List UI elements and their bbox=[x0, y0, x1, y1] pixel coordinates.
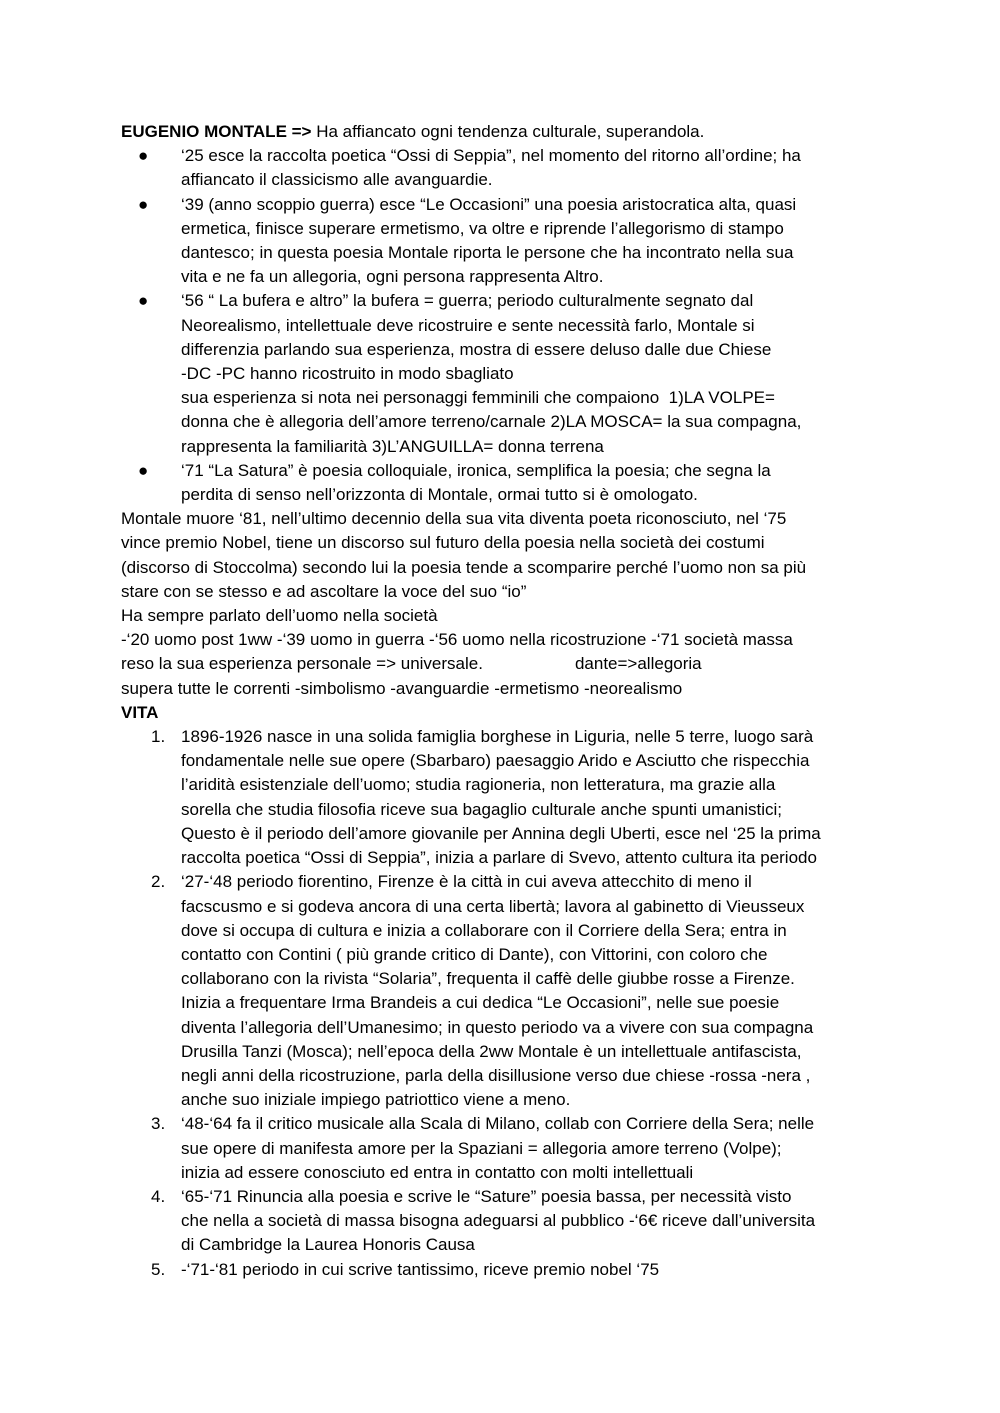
vita-line: Drusilla Tanzi (Mosca); nell’epoca della 2ww Montale è un intellettuale antifascista, bbox=[181, 1041, 802, 1061]
paragraph-line: stare con se stesso e ad ascoltare la voce del suo “io” bbox=[121, 581, 527, 601]
paragraph-line: -‘20 uomo post 1ww -‘39 uomo in guerra -‘56 uomo nella ricostruzione -‘71 società massa bbox=[121, 630, 793, 650]
bullet-item-ossi bbox=[121, 144, 901, 192]
vita-line: -‘71-‘81 periodo in cui scrive tantissimo, riceve premio nobel ‘75 bbox=[181, 1259, 660, 1279]
list-number: 5. bbox=[151, 1259, 166, 1279]
bullet-item-occasioni bbox=[121, 193, 901, 290]
document-page bbox=[121, 120, 901, 1282]
bullet-line: rappresenta la familiarità 3)L’ANGUILLA= donna terrena bbox=[181, 436, 604, 456]
bullet-line: perdita di senso nell’orizzonta di Montale, ormai tutto si è omologato. bbox=[181, 485, 698, 505]
vita-line: inizia ad essere conosciuto ed entra in contatto con molti intellettuali bbox=[181, 1162, 694, 1182]
vita-line: fondamentale nelle sue opere (Sbarbaro) paesaggio Arido e Asciutto che rispecchia bbox=[181, 751, 810, 771]
bullet-line: differenzia parlando sua esperienza, mostra di essere deluso dalle due Chiese bbox=[181, 339, 772, 359]
bullet-item-bufera bbox=[121, 289, 901, 458]
list-number: 1. bbox=[151, 727, 166, 747]
vita-line: di Cambridge la Laurea Honoris Causa bbox=[181, 1235, 475, 1255]
vita-line: anche suo iniziale impiego patriottico viene a meno. bbox=[181, 1090, 571, 1110]
vita-numbered-list bbox=[121, 725, 901, 1282]
vita-line: ‘65-‘71 Rinuncia alla poesia e scrive le “Sature” poesia bassa, per necessità visto bbox=[181, 1186, 792, 1206]
bullet-line: ‘25 esce la raccolta poetica “Ossi di Seppia”, nel momento del ritorno all’ordine; ha bbox=[181, 146, 801, 166]
paragraph-line: vince premio Nobel, tiene un discorso sul futuro della poesia nella società dei costumi bbox=[121, 533, 765, 553]
heading-name: EUGENIO MONTALE => bbox=[121, 122, 312, 141]
vita-item-1 bbox=[121, 725, 901, 870]
bullet-line: ‘56 “ La bufera e altro” la bufera = guerra; periodo culturalmente segnato dal bbox=[181, 291, 754, 311]
universal-right: dante=>allegoria bbox=[574, 654, 702, 674]
bullet-line: affiancato il classicismo alle avanguardie. bbox=[181, 170, 493, 190]
vita-line: 1896-1926 nasce in una solida famiglia borghese in Liguria, nelle 5 terre, luogo sarà bbox=[181, 727, 814, 747]
bullet-line: ermetica, finisce superare ermetismo, va oltre e riprende l’allegorismo di stampo bbox=[181, 218, 784, 238]
heading-line bbox=[121, 120, 901, 144]
bullet-line: Neorealismo, intellettuale deve ricostruire e sente necessità farlo, Montale si bbox=[181, 315, 755, 335]
bullet-line: dantesco; in questa poesia Montale riporta le persone che ha incontrato nella sua bbox=[181, 243, 794, 263]
bullet-line: vita e ne fa un allegoria, ogni persona rappresenta Altro. bbox=[181, 267, 604, 287]
vita-title: VITA bbox=[121, 702, 159, 722]
bullet-marker: ● bbox=[138, 146, 149, 166]
bullet-line: donna che è allegoria dell’amore terreno/carnale 2)LA MOSCA= la sua compagna, bbox=[181, 412, 802, 432]
vita-line: contatto con Contini ( più grande critico di Dante), con Vittorini, con coloro che bbox=[181, 944, 768, 964]
vita-line: facscusmo e si godeva ancora di una certa libertà; lavora al gabinetto di Vieusseux bbox=[181, 896, 805, 916]
vita-line: Questo è il periodo dell’amore giovanile per Annina degli Uberti, esce nel ‘25 la prima bbox=[181, 823, 821, 843]
vita-line: Inizia a frequentare Irma Brandeis a cui dedica “Le Occasioni”, nelle sue poesie bbox=[181, 993, 780, 1013]
vita-line: che nella a società di massa bisogna adeguarsi al pubblico -‘6€ riceve dall’universita bbox=[181, 1211, 816, 1231]
universal-left: reso la sua esperienza personale => universale. bbox=[121, 654, 483, 674]
bullet-line: -DC -PC hanno ricostruito in modo sbagliato bbox=[181, 364, 514, 384]
heading-rest: Ha affiancato ogni tendenza culturale, superandola. bbox=[311, 122, 705, 141]
bullet-line: ‘39 (anno scoppio guerra) esce “Le Occasioni” una poesia aristocratica alta, quasi bbox=[181, 194, 797, 214]
vita-item-4 bbox=[121, 1185, 901, 1258]
universal-line bbox=[121, 652, 901, 676]
vita-item-3 bbox=[121, 1112, 901, 1185]
paragraph-line: Ha sempre parlato dell’uomo nella società bbox=[121, 606, 438, 626]
bullet-marker: ● bbox=[138, 291, 149, 311]
vita-line: sorella che studia filosofia riceve sua bagaglio culturale anche spunti umanistici; bbox=[181, 799, 783, 819]
vita-line: dove si occupa di cultura e inizia a collaborare con il Corriere della Sera; entra in bbox=[181, 920, 787, 940]
bullet-marker: ● bbox=[138, 194, 149, 214]
list-number: 4. bbox=[151, 1186, 166, 1206]
bullet-item-satura bbox=[121, 459, 901, 507]
vita-item-5 bbox=[121, 1258, 901, 1282]
list-number: 3. bbox=[151, 1114, 166, 1134]
works-bullet-list bbox=[121, 144, 901, 507]
bullet-line: ‘71 “La Satura” è poesia colloquiale, ironica, semplifica la poesia; che segna la bbox=[181, 460, 771, 480]
paragraph-line: (discorso di Stoccolma) secondo lui la poesia tende a scomparire perché l’uomo non sa più bbox=[121, 557, 807, 577]
vita-line: raccolta poetica “Ossi di Seppia”, inizia a parlare di Svevo, attento cultura ita periodo bbox=[181, 848, 817, 868]
list-number: 2. bbox=[151, 872, 166, 892]
bullet-marker: ● bbox=[138, 460, 149, 480]
vita-line: l’aridità esistenziale dell’uomo; studia ragioneria, non letteratura, ma grazie alla bbox=[181, 775, 776, 795]
bullet-line: sua esperienza si nota nei personaggi femminili che compaiono 1)LA VOLPE= bbox=[181, 388, 775, 408]
paragraph-line: Montale muore ‘81, nell’ultimo decennio della sua vita diventa poeta riconosciuto, nel ‘75 bbox=[121, 509, 787, 529]
vita-line: diventa l’allegoria dell’Umanesimo; in questo periodo va a vivere con sua compagna bbox=[181, 1017, 814, 1037]
vita-line: ‘27-‘48 periodo fiorentino, Firenze è la città in cui aveva attecchito di meno il bbox=[181, 872, 752, 892]
vita-line: ‘48-‘64 fa il critico musicale alla Scala di Milano, collab con Corriere della Sera; nelle bbox=[181, 1114, 815, 1134]
vita-line: sue opere di manifesta amore per la Spaziani = allegoria amore terreno (Volpe); bbox=[181, 1138, 782, 1158]
vita-line: collaborano con la rivista “Solaria”, frequenta il caffè delle giubbe rosse a Firenze. bbox=[181, 969, 795, 989]
vita-line: negli anni della ricostruzione, parla della disillusione verso due chiese -rossa -nera , bbox=[181, 1065, 811, 1085]
currents-line: supera tutte le correnti -simbolismo -avanguardie -ermetismo -neorealismo bbox=[121, 678, 683, 698]
vita-item-2 bbox=[121, 870, 901, 1112]
summary-paragraph bbox=[121, 507, 901, 701]
